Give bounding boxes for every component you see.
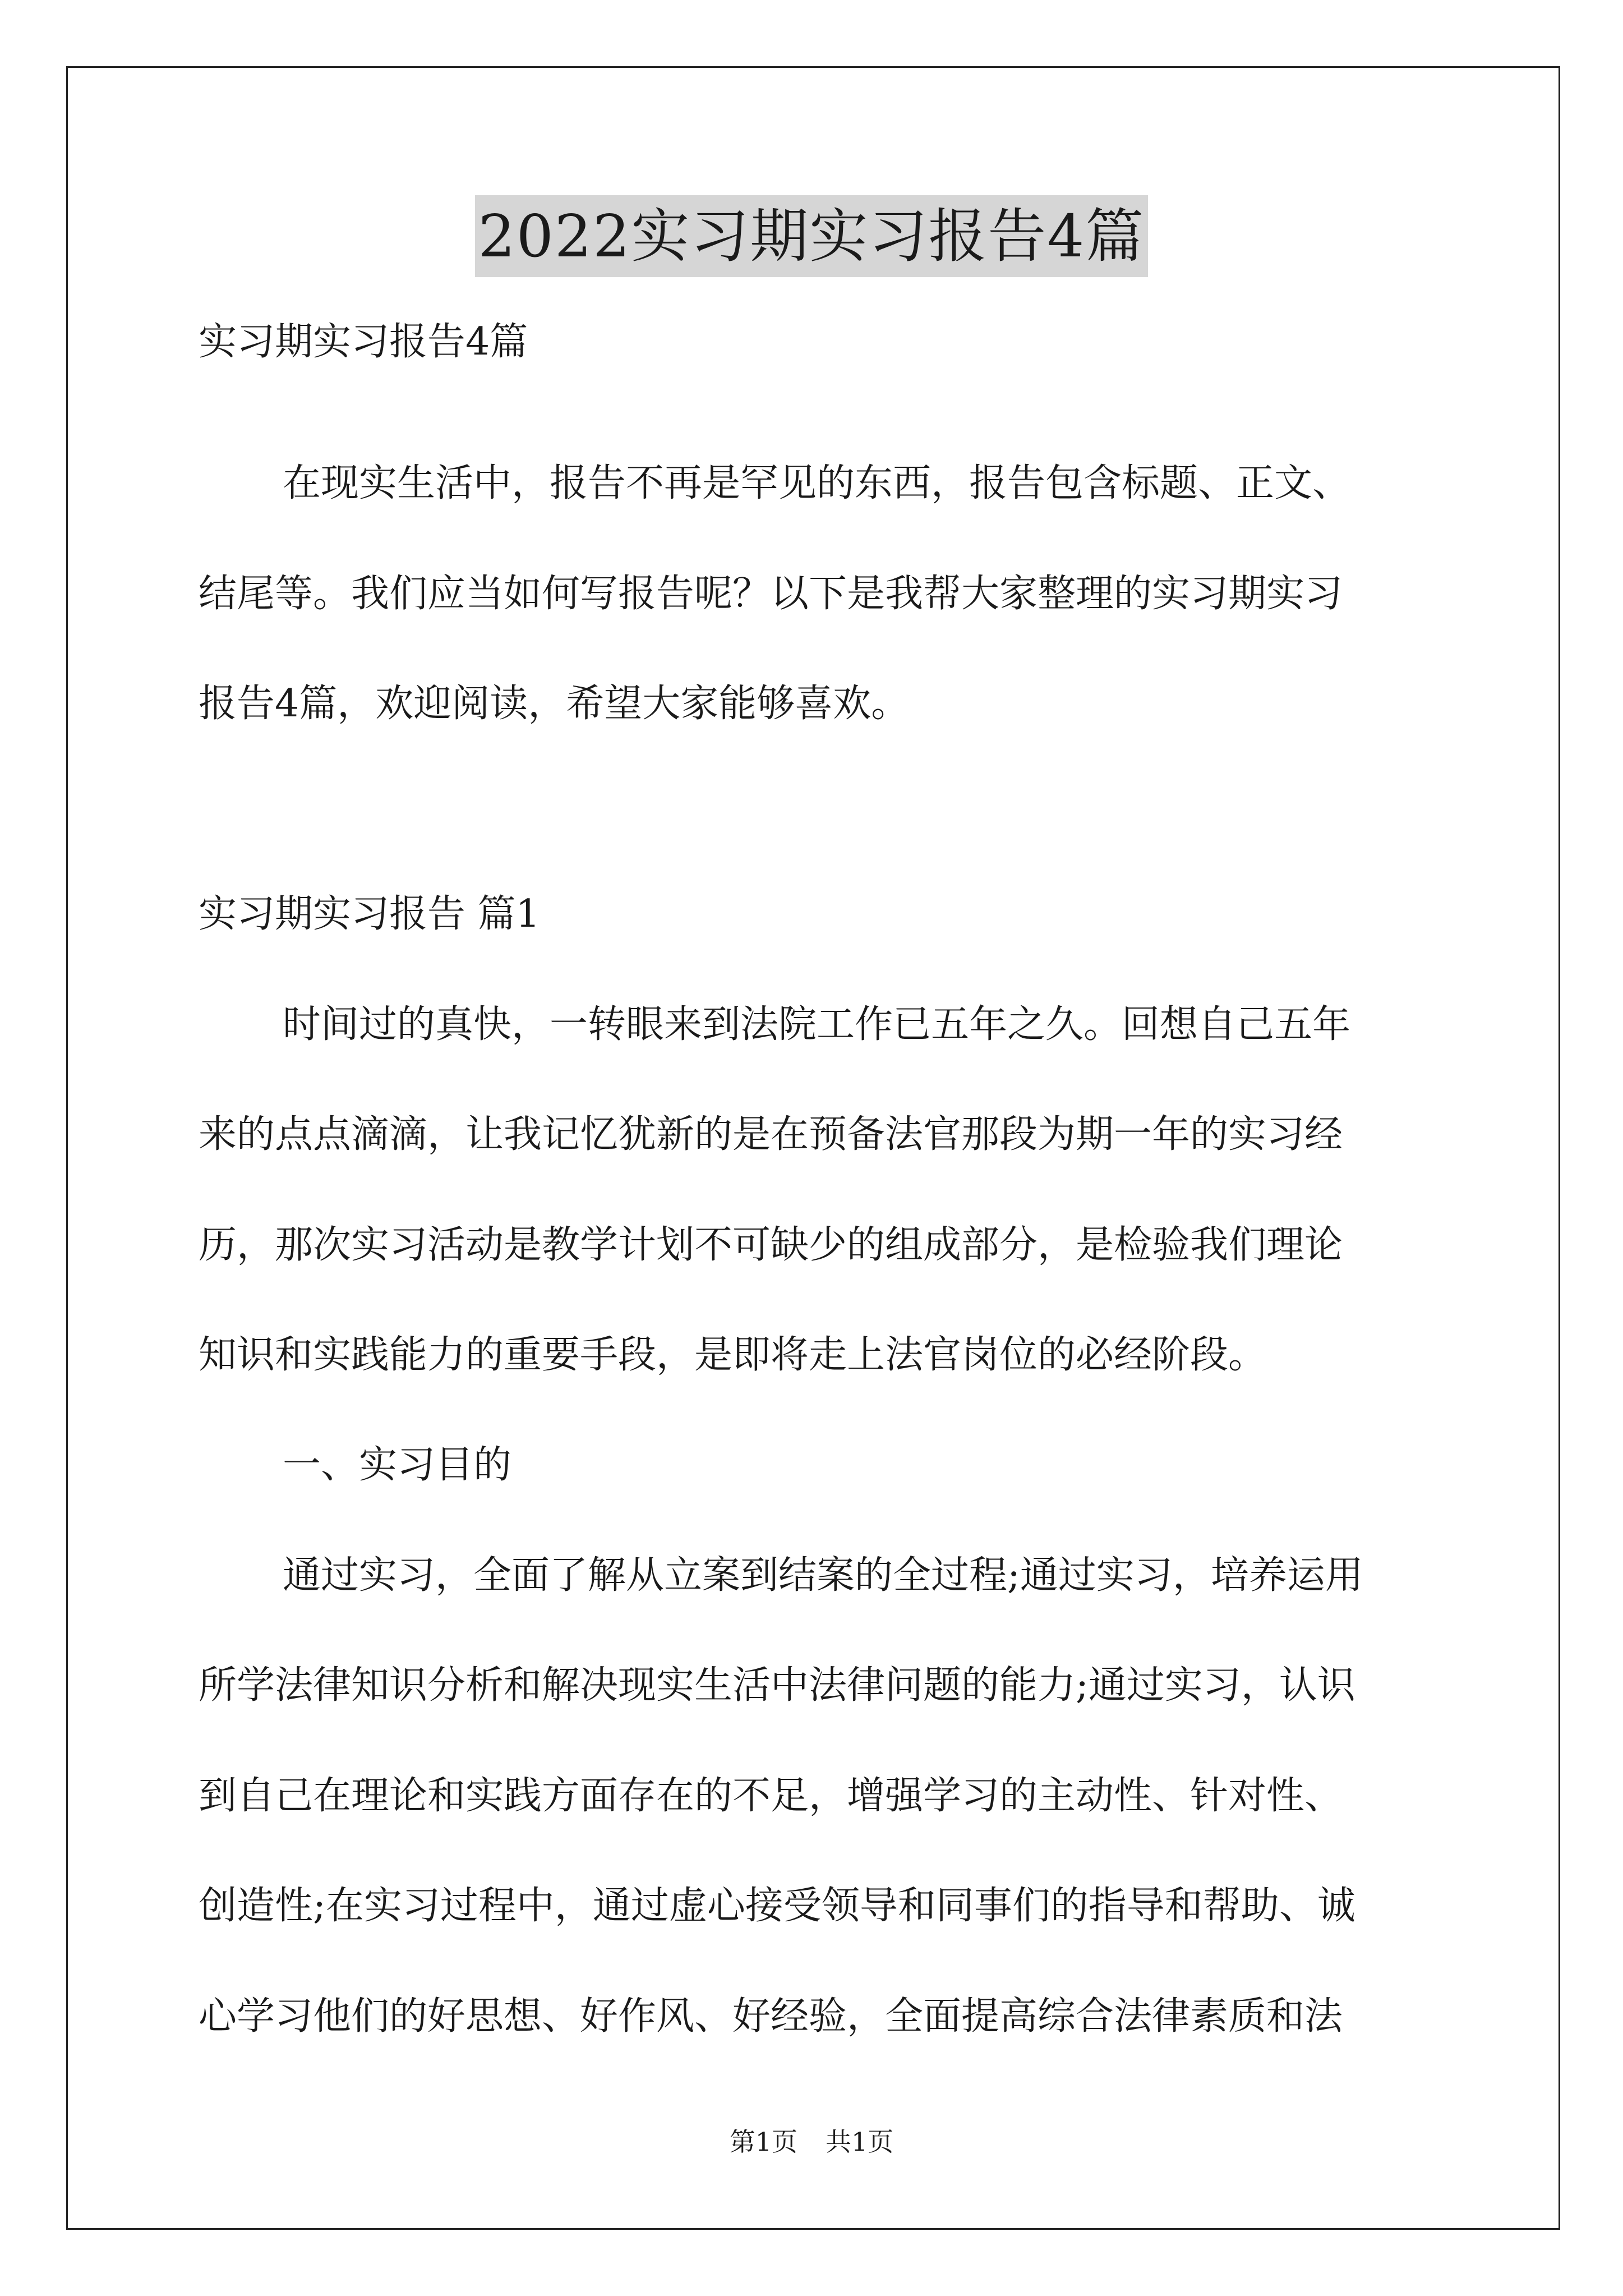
para2-line-5: 心学习他们的好思想、好作风、好经验，全面提高综合法律素质和法 xyxy=(199,1994,1343,2039)
title-container xyxy=(0,195,1623,279)
para1-line-3: 历，那次实习活动是教学计划不可缺少的组成部分，是检验我们理论 xyxy=(199,1223,1343,1267)
page-footer xyxy=(0,2125,1623,2159)
para2-line-3: 到自己在理论和实践方面存在的不足，增强学习的主动性、针对性、 xyxy=(199,1774,1343,1818)
para1-line-4: 知识和实践能力的重要手段，是即将走上法官岗位的必经阶段。 xyxy=(199,1333,1267,1377)
para2-line-4: 创造性;在实习过程中，通过虚心接受领导和同事们的指导和帮助、诚 xyxy=(199,1884,1355,1928)
intro-line-2: 结尾等。我们应当如何写报告呢？以下是我帮大家整理的实习期实习 xyxy=(199,572,1343,616)
section-heading: 实习期实习报告 篇1 xyxy=(199,892,540,936)
document-title: 2022实习期实习报告4篇 xyxy=(475,195,1149,277)
intro-line-3: 报告4篇，欢迎阅读，希望大家能够喜欢。 xyxy=(199,682,910,726)
sub-heading: 一、实习目的 xyxy=(283,1443,512,1487)
para2-line-2: 所学法律知识分析和解决现实生活中法律问题的能力;通过实习，认识 xyxy=(199,1663,1355,1708)
para1-line-2: 来的点点滴滴，让我记忆犹新的是在预备法官那段为期一年的实习经 xyxy=(199,1112,1343,1157)
subtitle: 实习期实习报告4篇 xyxy=(199,320,528,364)
page-total: 共1页 xyxy=(826,2127,894,2157)
para2-line-1: 通过实习，全面了解从立案到结案的全过程;通过实习，培养运用 xyxy=(283,1553,1363,1598)
page-number: 第1页 xyxy=(729,2127,797,2157)
para1-line-1: 时间过的真快，一转眼来到法院工作已五年之久。回想自己五年 xyxy=(283,1002,1351,1047)
intro-line-1: 在现实生活中，报告不再是罕见的东西，报告包含标题、正文、 xyxy=(283,461,1351,505)
